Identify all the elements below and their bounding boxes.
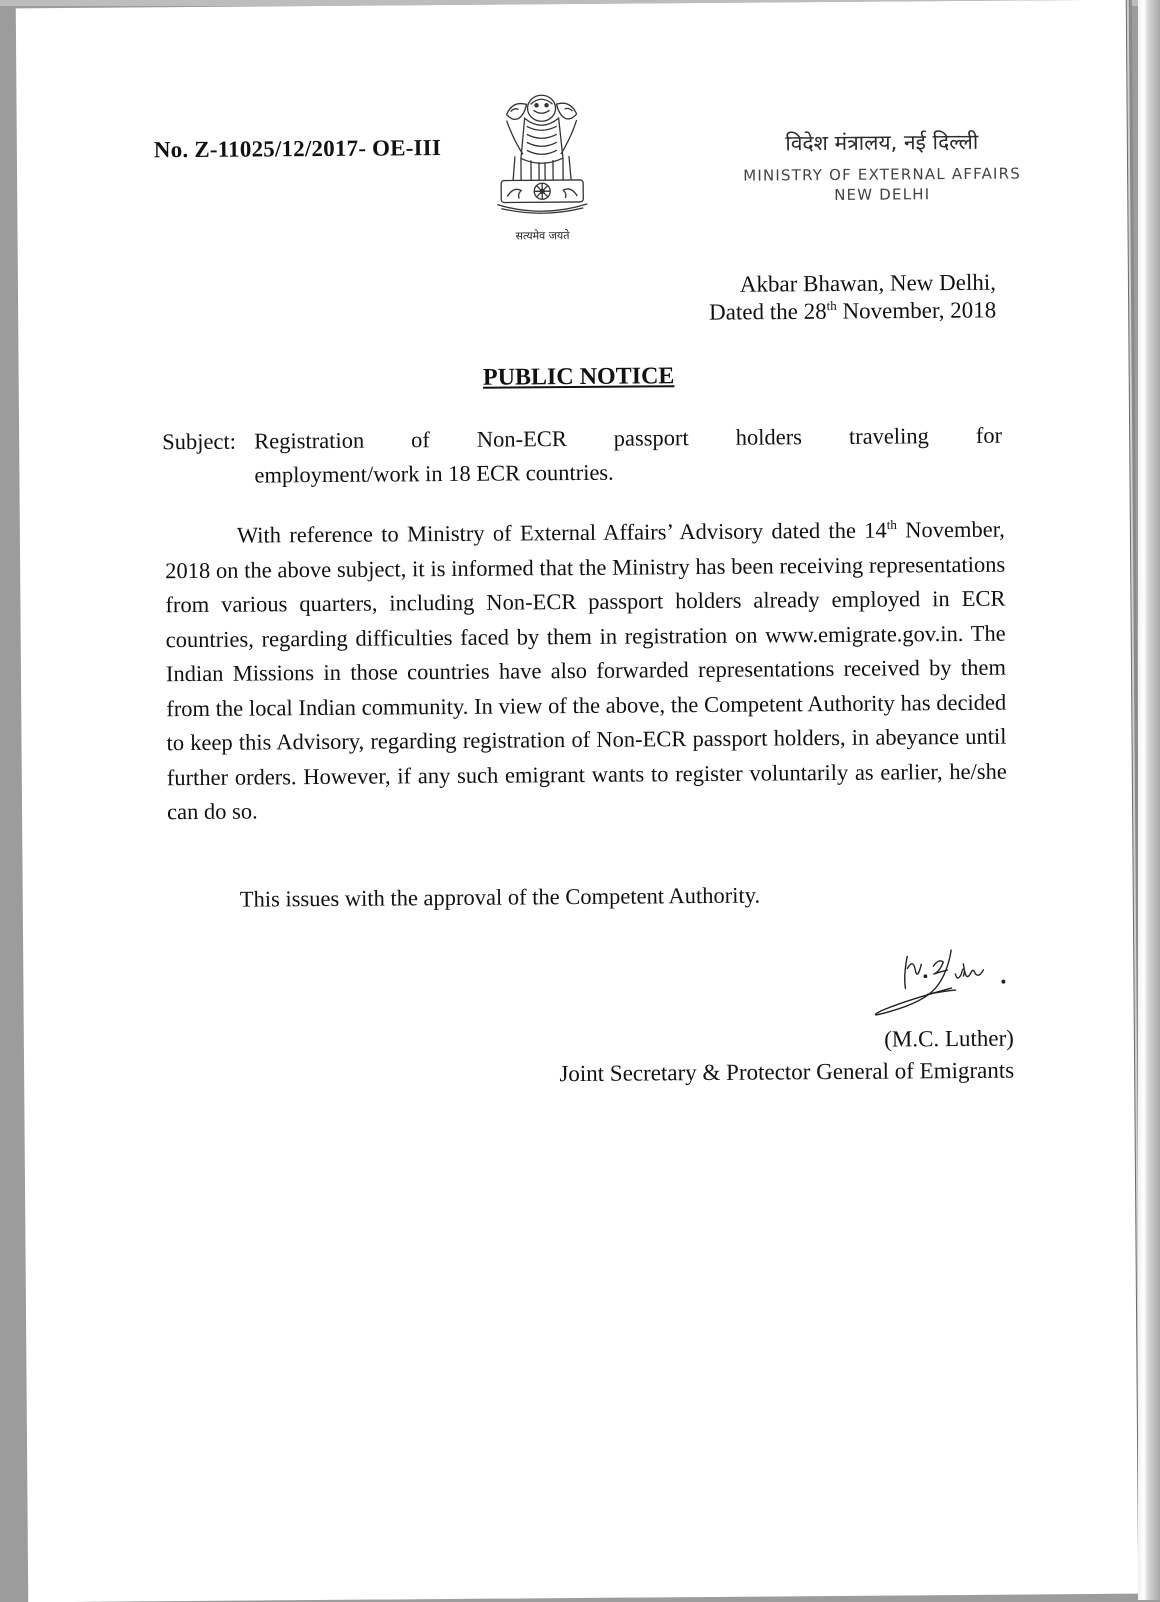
emblem-motto: सत्यमेव जयते [515,229,570,243]
ministry-name-line1: MINISTRY OF EXTERNAL AFFAIRS [743,164,1022,185]
subject-line-2: employment/work in 18 ECR countries. [254,459,614,488]
scan-border-right [1138,0,1160,1600]
reference-number: No. Z-11025/12/2017- OE-III [153,135,442,163]
place-line: Akbar Bhawan, New Delhi, [739,269,997,297]
body-ordinal: th [886,516,897,533]
subject-block [162,419,1003,488]
subject-word: Non-ECR [476,426,567,452]
handwritten-signature [863,946,1024,1027]
ministry-location: NEW DELHI [834,185,931,204]
ministry-name-english [717,163,1047,206]
document-page [16,0,1138,1602]
subject-text [254,419,1003,493]
subject-line-1 [254,419,1002,459]
body-text-part1: With reference to Ministry of External Affairs’ Advisory dated the 14 [236,517,887,548]
body-text-part2: November, 2018 on the above subject, it is informed that the Ministry has been receiving representations from various quarters, including Non-ECR passport holders already employed in ECR countries, regarding difficulties faced by them in registration on www.emigrate.gov.in. The Indian Missions in those countries have also forwarded representations received by them from the local Indian community. In view of the above, the Competent Authority has decided to keep this Advisory, regarding registration of Non-ECR passport holders, in abeyance until further orders. However, if any such emigrant wants to register voluntarily as earlier, he/she can do so. [165,516,1007,825]
subject-word: traveling [848,423,929,449]
notice-title: PUBLIC NOTICE [482,363,675,391]
date-suffix: November, 2018 [836,297,997,324]
signatory-designation: Joint Secretary & Protector General of Emigrants [559,1057,1015,1087]
subject-word: passport [613,425,689,451]
ministry-name-hindi: विदेश मंत्रालय, नई दिल्ली [785,129,979,156]
subject-word: Registration [254,427,365,454]
body-paragraph [165,513,1007,830]
state-emblem [486,86,597,257]
subject-word: for [975,422,1003,448]
date-ordinal: th [826,297,837,314]
lion-capital-emblem-icon [486,86,597,229]
date-prefix: Dated the 28 [709,298,827,325]
subject-label: Subject: [162,428,237,455]
date-line [578,297,996,327]
closing-line: This issues with the approval of the Competent Authority. [239,882,761,912]
signature-icon [863,946,1024,1027]
signatory-name: (M.C. Luther) [884,1025,1014,1052]
subject-word: holders [735,424,803,450]
subject-word: of [410,427,430,453]
